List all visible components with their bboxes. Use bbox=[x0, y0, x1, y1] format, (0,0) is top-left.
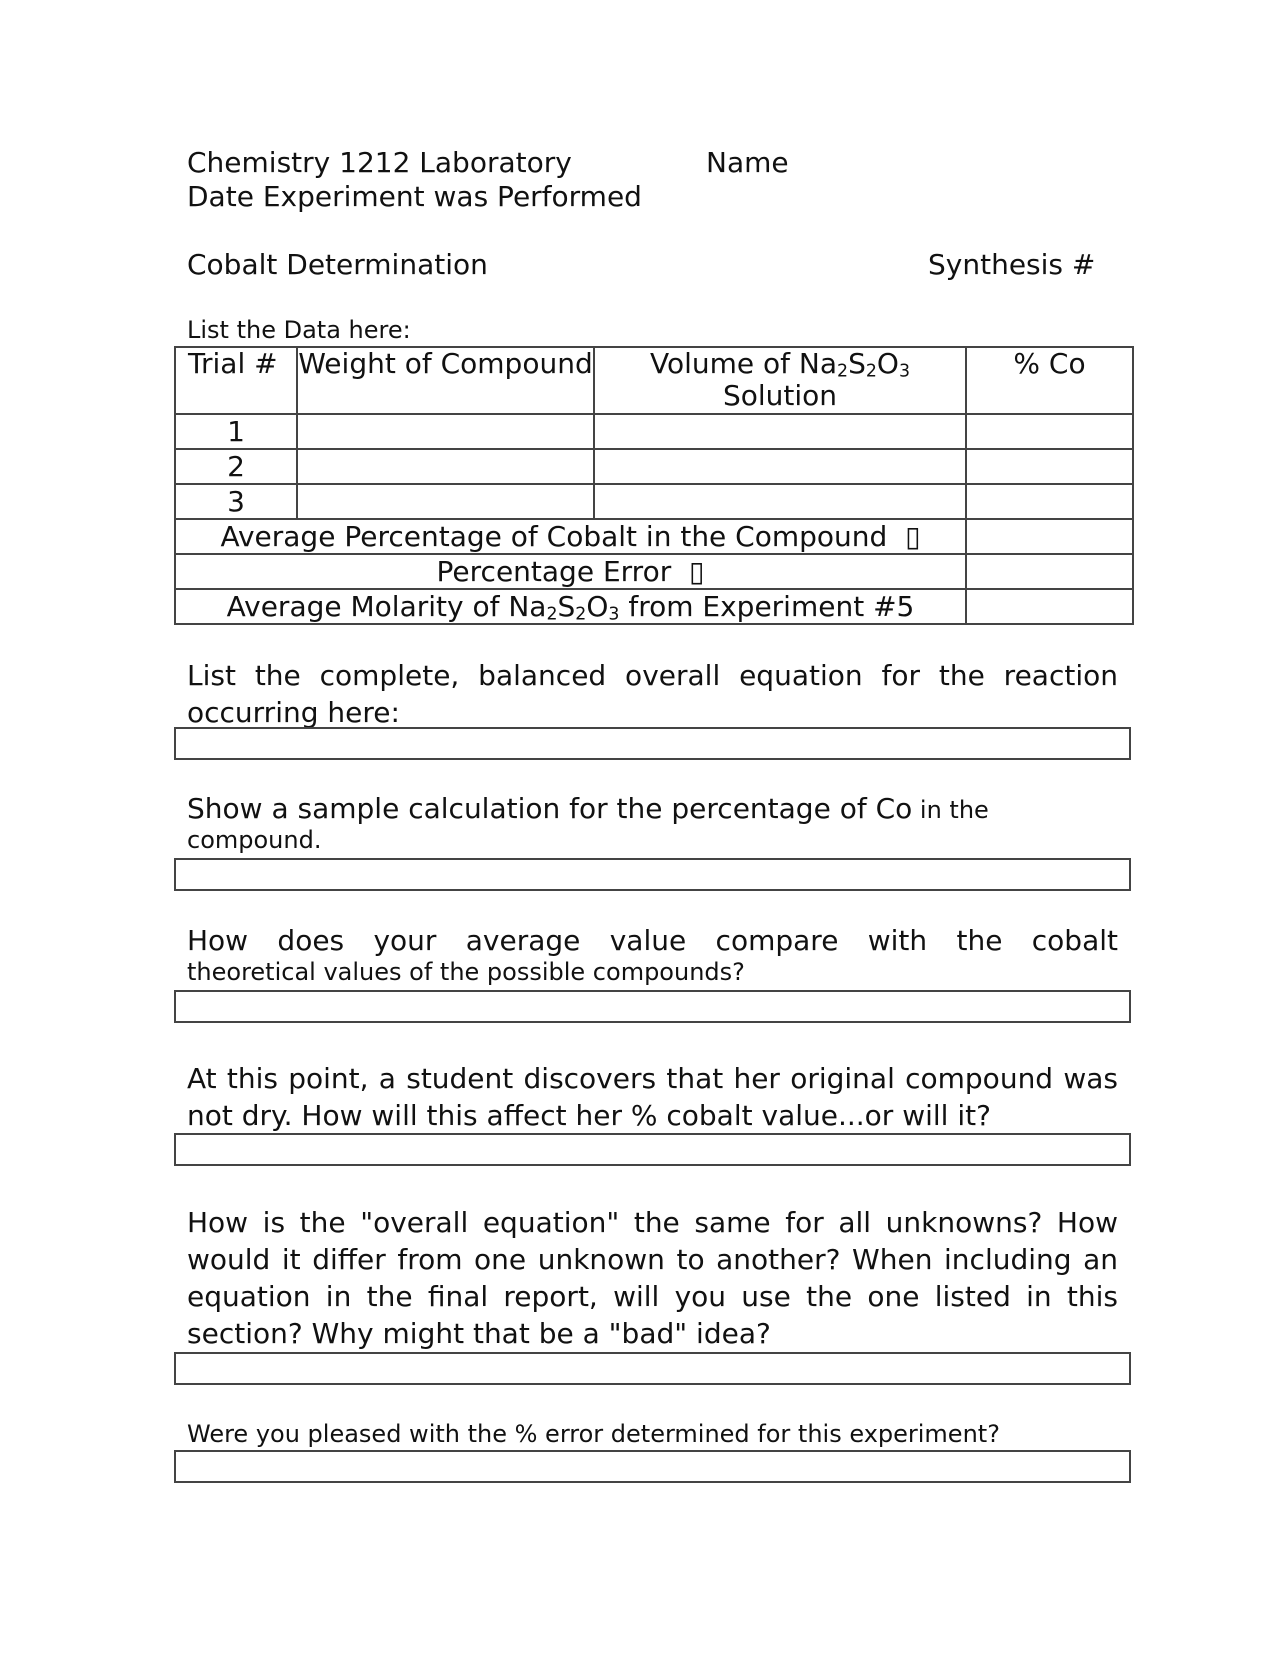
percent-co-header: % Co bbox=[966, 347, 1133, 414]
volume-cell[interactable] bbox=[594, 414, 966, 449]
volume-cell[interactable] bbox=[594, 484, 966, 519]
data-intro: List the Data here: bbox=[187, 316, 411, 344]
question-overall-equation: How is the "overall equation" the same for all unknowns? How would it differ from one unknown to another? When including an equation in the final report, will you use the one listed in this section? Why might that be a "bad" idea? bbox=[187, 1206, 1118, 1350]
average-percent-row bbox=[175, 519, 1133, 554]
question-compare: How does your average value compare with the cobalt bbox=[187, 924, 1118, 957]
percent-cell[interactable] bbox=[966, 484, 1133, 519]
data-table bbox=[174, 346, 1134, 625]
average-percent-label: Average Percentage of Cobalt in the Compound ▯ bbox=[175, 519, 966, 554]
experiment-title: Cobalt Determination bbox=[187, 248, 488, 281]
arrow-icon: ▯ bbox=[905, 519, 921, 553]
trial-number: 2 bbox=[175, 449, 297, 484]
percent-error-label: Percentage Error ▯ bbox=[175, 554, 966, 589]
molarity-row bbox=[175, 589, 1133, 624]
volume-cell[interactable] bbox=[594, 449, 966, 484]
percent-error-value[interactable] bbox=[966, 554, 1133, 589]
answer-box-percent-error[interactable] bbox=[174, 1450, 1131, 1483]
trial-number: 1 bbox=[175, 414, 297, 449]
percent-error-row bbox=[175, 554, 1133, 589]
question-not-dry: At this point, a student discovers that her original compound was not dry. How will this affect her % cobalt value...or will it? bbox=[187, 1062, 1118, 1132]
weight-cell[interactable] bbox=[297, 449, 594, 484]
table-row bbox=[175, 484, 1133, 519]
question-equation: List the complete, balanced overall equation for the reaction occurring here: bbox=[187, 659, 1118, 729]
table-row bbox=[175, 449, 1133, 484]
molarity-value[interactable] bbox=[966, 589, 1133, 624]
synthesis-label: Synthesis # bbox=[928, 248, 1096, 281]
question-sample-calc-line2: compound. bbox=[187, 826, 322, 854]
date-label: Date Experiment was Performed bbox=[187, 180, 642, 213]
table-header-row bbox=[175, 347, 1133, 414]
name-label: Name bbox=[706, 146, 789, 179]
question-compare-line2: theoretical values of the possible compounds? bbox=[187, 958, 745, 986]
arrow-icon: ▯ bbox=[689, 554, 705, 588]
course-title: Chemistry 1212 Laboratory bbox=[187, 146, 572, 179]
weight-cell[interactable] bbox=[297, 414, 594, 449]
question-sample-calc: Show a sample calculation for the percentage of Co in the bbox=[187, 792, 989, 825]
trial-number: 3 bbox=[175, 484, 297, 519]
answer-box-not-dry[interactable] bbox=[174, 1133, 1131, 1166]
percent-cell[interactable] bbox=[966, 449, 1133, 484]
answer-box-sample-calc[interactable] bbox=[174, 858, 1131, 891]
question-percent-error: Were you pleased with the % error determined for this experiment? bbox=[187, 1420, 1000, 1448]
answer-box-equation[interactable] bbox=[174, 727, 1131, 760]
trial-header: Trial # bbox=[175, 347, 297, 414]
weight-header: Weight of Compound bbox=[297, 347, 594, 414]
average-percent-value[interactable] bbox=[966, 519, 1133, 554]
molarity-label: Average Molarity of $Na_2S_2O_3$ from Experiment #5 bbox=[175, 589, 966, 624]
percent-cell[interactable] bbox=[966, 414, 1133, 449]
weight-cell[interactable] bbox=[297, 484, 594, 519]
answer-box-compare[interactable] bbox=[174, 990, 1131, 1023]
answer-box-overall-equation[interactable] bbox=[174, 1352, 1131, 1385]
table-row bbox=[175, 414, 1133, 449]
volume-header: Volume of $Na_2S_2O_3$ Solution bbox=[594, 347, 966, 414]
